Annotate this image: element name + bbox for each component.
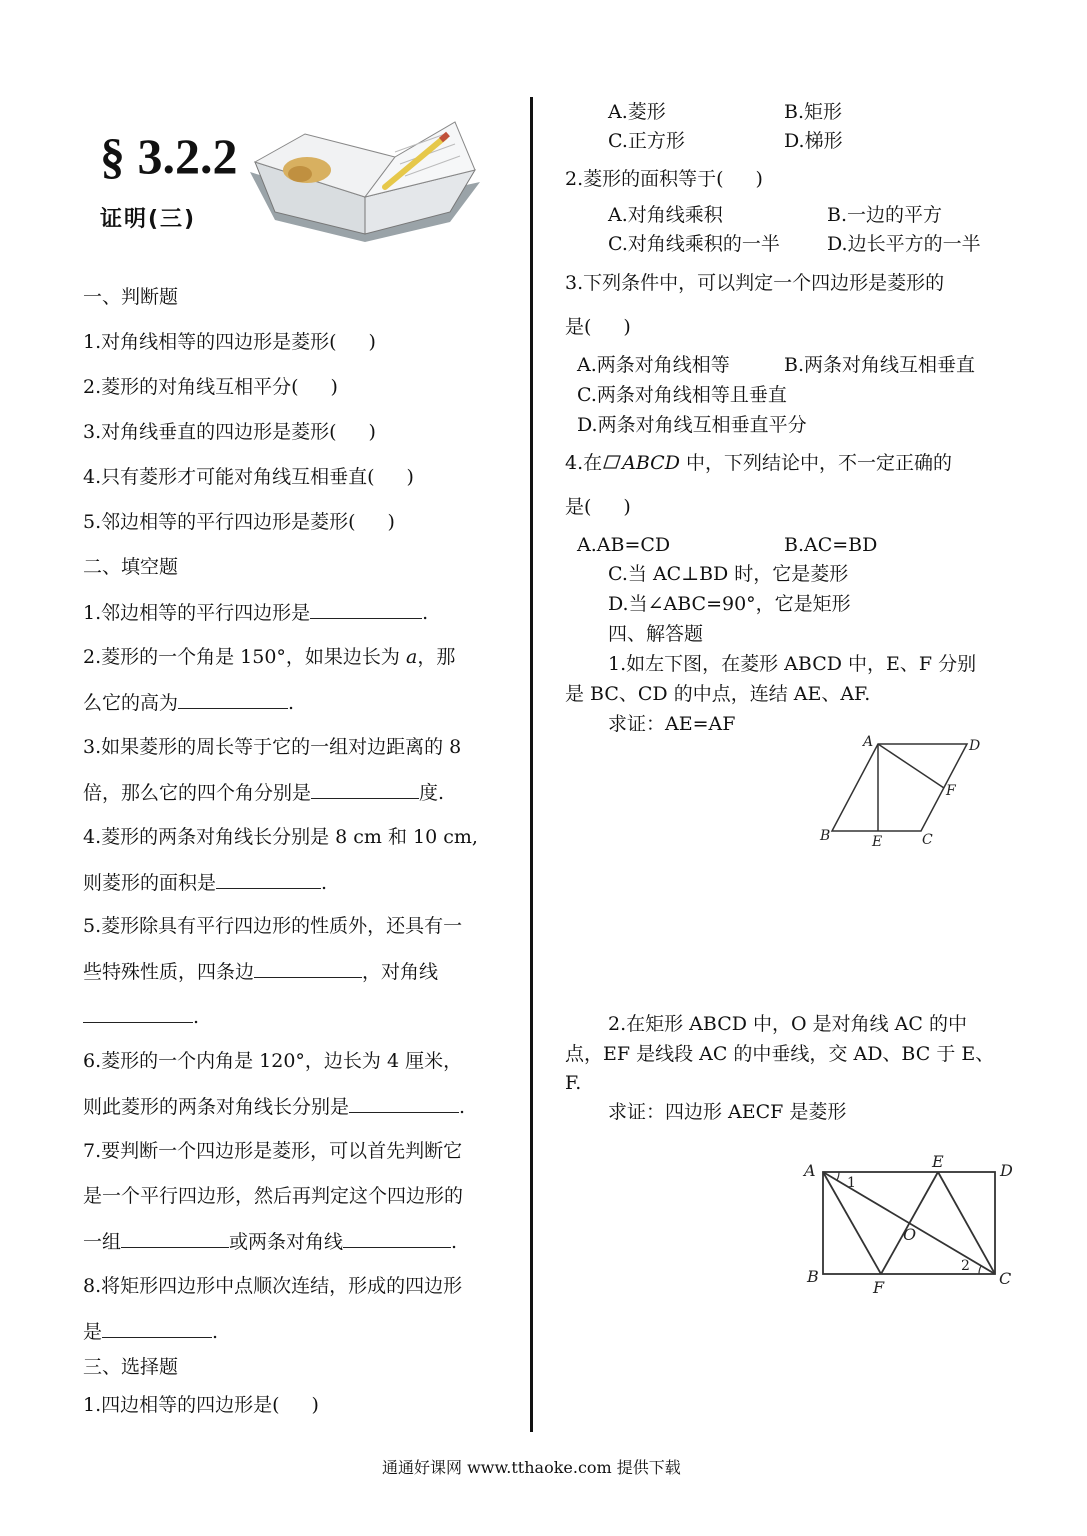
question-j1 [83, 330, 376, 354]
question-f8-line2 [83, 1319, 218, 1344]
question-f4-line1: 4.菱形的两条对角线长分别是 8 cm 和 10 cm, [83, 826, 478, 848]
problem2-line1: 2.在矩形 ABCD 中，O 是对角线 AC 的中 [608, 1013, 967, 1035]
option-c4-c[interactable]: C.当 AC⊥BD 时，它是菱形 [608, 563, 849, 585]
period: . [451, 1231, 458, 1253]
period: . [422, 602, 429, 624]
question-f4-line2 [83, 870, 327, 895]
close-paren: ) [368, 331, 376, 353]
question-text: 2.菱形的对角线互相平分( [83, 376, 299, 398]
question-text: 一组 [83, 1231, 122, 1253]
question-f8-line1: 8.将矩形四边形中点顺次连结，形成的四边形 [83, 1275, 463, 1297]
question-text: 则菱形的面积是 [83, 872, 217, 894]
close-paren: ) [623, 316, 631, 338]
answer-blank[interactable] [311, 780, 419, 799]
question-c1 [83, 1393, 319, 1417]
question-f3-line2 [83, 780, 444, 805]
question-j2 [83, 375, 338, 399]
label-E: E [932, 1152, 944, 1171]
section-solve: 四、解答题 [608, 623, 704, 645]
variable-a: a [405, 646, 418, 668]
option-c2-a[interactable]: A.对角线乘积 [608, 204, 723, 226]
label-B: B [807, 1267, 819, 1286]
column-divider [530, 97, 533, 1432]
answer-blank[interactable] [349, 1094, 459, 1113]
question-f3-line1: 3.如果菱形的周长等于它的一组对边距离的 8 [83, 736, 462, 758]
question-text: 倍，那么它的四个角分别是 [83, 782, 312, 804]
question-f6-line1: 6.菱形的一个内角是 120°，边长为 4 厘米， [83, 1050, 463, 1072]
question-j3 [83, 420, 376, 444]
question-text: 1.邻边相等的平行四边形是 [83, 602, 311, 624]
question-f7-line3 [83, 1229, 457, 1254]
question-f5-line1: 5.菱形除具有平行四边形的性质外，还具有一 [83, 915, 463, 937]
option-c1-b[interactable]: B.矩形 [784, 101, 843, 123]
label-B: B [820, 828, 831, 844]
question-text: 度. [419, 782, 445, 804]
section-fill-blank: 二、填空题 [83, 556, 179, 578]
parallelogram-name: ABCD [622, 452, 680, 474]
footer-text: 通通好课网 www.tthaoke.com 提供下载 [382, 1458, 681, 1477]
question-f6-line2 [83, 1094, 465, 1119]
question-f5-line3 [83, 1004, 199, 1029]
question-text: 是( [565, 496, 592, 518]
option-c3-c[interactable]: C.两条对角线相等且垂直 [577, 384, 787, 406]
question-text: 3.对角线垂直的四边形是菱形( [83, 421, 337, 443]
question-c3-line2 [565, 315, 631, 339]
option-c1-d[interactable]: D.梯形 [784, 130, 843, 152]
angle-label-1: 1 [847, 1175, 856, 1191]
question-text: 中，下列结论中，不一定正确的 [679, 452, 952, 474]
option-c3-d[interactable]: D.两条对角线互相垂直平分 [577, 414, 807, 436]
question-f7-line1: 7.要判断一个四边形是菱形，可以首先判断它 [83, 1140, 463, 1162]
question-text: 是( [565, 316, 592, 338]
label-A: A [863, 734, 874, 750]
question-text: ，对角线 [362, 961, 439, 983]
label-F: F [873, 1278, 885, 1297]
answer-blank[interactable] [83, 1004, 193, 1023]
question-c4-line2 [565, 495, 631, 519]
close-paren: ) [368, 421, 376, 443]
option-c2-c[interactable]: C.对角线乘积的一半 [608, 233, 780, 255]
question-text: 些特殊性质，四条边 [83, 961, 255, 983]
question-text: 2.菱形的面积等于( [565, 168, 724, 190]
problem1-prove: 求证：AE=AF [608, 713, 736, 735]
parallelogram-icon [603, 454, 621, 470]
close-paren: ) [330, 376, 338, 398]
question-text: 或两条对角线 [229, 1231, 344, 1253]
question-c3-line1: 3.下列条件中，可以判定一个四边形是菱形的 [565, 272, 945, 294]
option-c2-b[interactable]: B.一边的平方 [827, 204, 943, 226]
section-judgement: 一、判断题 [83, 286, 179, 308]
period: . [459, 1096, 466, 1118]
close-paren: ) [387, 511, 395, 533]
period: . [288, 692, 295, 714]
option-c3-a[interactable]: A.两条对角线相等 [577, 354, 730, 376]
problem1-line2: 是 BC、CD 的中点，连结 AE、AF. [565, 683, 871, 705]
close-paren: ) [406, 466, 414, 488]
period: . [193, 1006, 200, 1028]
question-text: ，那 [417, 646, 456, 668]
problem2-line2: 点，EF 是线段 AC 的中垂线，交 AD、BC 于 E、 [565, 1043, 995, 1065]
question-f2-line2 [83, 690, 294, 715]
question-f1 [83, 600, 428, 625]
option-c4-a[interactable]: A.AB=CD [577, 534, 671, 556]
question-f5-line2 [83, 959, 438, 984]
option-c2-d[interactable]: D.边长平方的一半 [827, 233, 981, 255]
label-O: O [903, 1225, 917, 1244]
question-text: 4.只有菱形才可能对角线互相垂直( [83, 466, 375, 488]
question-j5 [83, 510, 395, 534]
period: . [212, 1321, 219, 1343]
question-c2 [565, 167, 763, 191]
rectangle-figure [795, 1150, 1025, 1300]
question-text: 么它的高为 [83, 692, 179, 714]
question-j4 [83, 465, 414, 489]
option-c1-c[interactable]: C.正方形 [608, 130, 685, 152]
answer-blank[interactable] [216, 870, 321, 889]
answer-blank[interactable] [310, 600, 422, 619]
label-E: E [872, 834, 883, 850]
close-paren: ) [623, 496, 631, 518]
close-paren: ) [311, 1394, 319, 1416]
answer-blank[interactable] [178, 690, 288, 709]
open-book-icon [245, 112, 485, 247]
question-c4-line1 [565, 451, 952, 475]
question-text: 1.对角线相等的四边形是菱形( [83, 331, 337, 353]
label-D: D [1000, 1161, 1013, 1180]
period: . [321, 872, 328, 894]
question-text: 则此菱形的两条对角线长分别是 [83, 1096, 350, 1118]
section-choice: 三、选择题 [83, 1356, 179, 1378]
question-text: 2.菱形的一个角是 150°，如果边长为 [83, 646, 400, 668]
angle-label-2: 2 [961, 1258, 970, 1274]
answer-blank[interactable] [102, 1319, 212, 1338]
problem2-prove: 求证：四边形 AECF 是菱形 [608, 1101, 847, 1123]
answer-blank[interactable] [254, 959, 362, 978]
answer-blank[interactable] [121, 1229, 229, 1248]
label-A: A [804, 1161, 816, 1180]
option-c3-b[interactable]: B.两条对角线互相垂直 [784, 354, 976, 376]
question-text: 1.四边相等的四边形是( [83, 1394, 280, 1416]
problem1-line1: 1.如左下图，在菱形 ABCD 中，E、F 分别 [608, 653, 977, 675]
close-paren: ) [755, 168, 763, 190]
option-c4-d[interactable]: D.当∠ABC=90°，它是矩形 [608, 593, 851, 615]
question-f2-line1 [83, 645, 455, 669]
label-C: C [922, 832, 933, 848]
question-text: 4.在 [565, 452, 603, 474]
question-f7-line2: 是一个平行四边形，然后再判定这个四边形的 [83, 1185, 464, 1207]
option-c4-b[interactable]: B.AC=BD [784, 534, 878, 556]
label-D: D [969, 738, 981, 754]
rhombus-figure [815, 732, 995, 854]
problem2-line3: F. [565, 1072, 582, 1094]
question-text: 5.邻边相等的平行四边形是菱形( [83, 511, 356, 533]
question-text: 是 [83, 1321, 103, 1343]
label-C: C [999, 1269, 1012, 1288]
option-c1-a[interactable]: A.菱形 [608, 101, 666, 123]
section-number: § 3.2.2 [100, 128, 238, 184]
section-subtitle: 证明(三) [100, 207, 197, 232]
answer-blank[interactable] [343, 1229, 451, 1248]
label-F: F [946, 783, 956, 799]
